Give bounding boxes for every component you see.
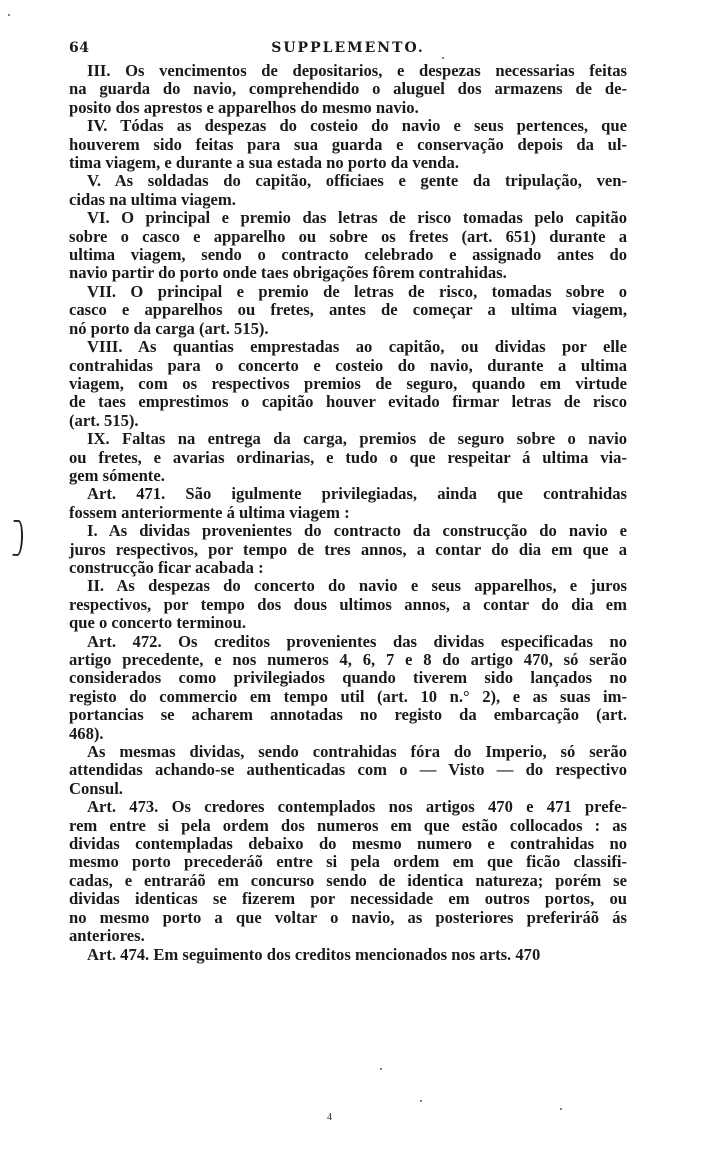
paragraph-art-471: [69, 485, 627, 522]
text-line: nó porto da carga (art. 515).: [69, 318, 269, 338]
running-head: [69, 40, 627, 62]
text-line: registo do commercio em tempo util (art. 10 n.° 2), e as suas im-: [69, 686, 627, 706]
signature-mark: 4: [327, 1112, 332, 1123]
text-line: viagem, com os respectivos premios de seguro, quando em virtude: [69, 373, 627, 393]
text-line: na guarda do navio, comprehendido o aluguel dos armazens de de-: [69, 79, 627, 99]
text-line: IV. Tódas as despezas do costeio do navio e seus pertences, que: [87, 116, 627, 136]
text-line: (art. 515).: [69, 410, 139, 430]
text-line: ultima viagem, sendo o contracto celebrado e assignado antes do: [69, 245, 627, 265]
paragraph-art-471-ii: [69, 577, 627, 632]
page-number: 64: [69, 40, 90, 56]
text-line: navio partir do porto onde taes obrigações fôrem contrahidas.: [69, 263, 507, 283]
text-line: cidas na ultima viagem.: [69, 189, 236, 209]
running-title: SUPPLEMENTO.: [271, 40, 425, 56]
text-line: posito dos aprestos e apparelhos do mesmo navio.: [69, 97, 419, 117]
text-line: houverem sido feitas para sua guarda e conservação depois da ul-: [69, 134, 627, 154]
text-line: dividas identicas se fizerem por necessidade em outros portos, ou: [69, 889, 627, 909]
book-page: [69, 40, 627, 964]
text-line: de taes emprestimos o capitão houver evitado firmar letras de risco: [69, 392, 627, 412]
text-line: portancias se acharem annotadas no registo da embarcação (art.: [69, 705, 627, 725]
text-line: Art. 474. Em seguimento dos creditos mencionados nos arts. 470: [87, 944, 541, 964]
text-line: 468).: [69, 723, 104, 743]
paragraph-item-viii: [69, 338, 627, 430]
scan-speck: [560, 1108, 562, 1110]
paragraph-art-471-i: [69, 522, 627, 577]
text-line: cadas, e entraráõ em concurso sendo de identica natureza; porém se: [69, 870, 627, 890]
text-line: As mesmas dividas, sendo contrahidas fóra do Imperio, só serão: [87, 742, 627, 762]
scan-speck: [380, 1068, 382, 1070]
text-line: no mesmo porto a que voltar o navio, as posteriores preferiráõ ás: [69, 907, 627, 927]
paragraph-item-v: [69, 172, 627, 209]
text-line: anteriores.: [69, 926, 145, 946]
text-line: gem sómente.: [69, 465, 165, 485]
text-line: Art. 471. São igulmente privilegiadas, ainda que contrahidas: [87, 484, 627, 504]
text-line: VI. O principal e premio das letras de risco tomadas pelo capitão: [87, 208, 627, 228]
text-line: VIII. As quantias emprestadas ao capitão, ou dividas por elle: [87, 337, 627, 357]
text-line: VII. O principal e premio de letras de risco, tomadas sobre o: [87, 281, 627, 301]
text-line: artigo precedente, e nos numeros 4, 6, 7 e 8 do artigo 470, só serão: [69, 650, 627, 669]
paragraph-item-iv: [69, 117, 627, 172]
paragraph-art-473: [69, 798, 627, 945]
text-line: rem entre si pela ordem dos numeros em que estão collocados : as: [69, 815, 627, 835]
text-line: III. Os vencimentos de depositarios, e despezas necessarias feitas: [87, 61, 627, 80]
text-line: que o concerto terminou.: [69, 613, 246, 633]
paragraph-art-474: [69, 946, 627, 964]
paragraph-item-vi: [69, 209, 627, 283]
text-line: Art. 472. Os creditos provenientes das dividas especificadas no: [87, 631, 627, 651]
body-text: [69, 62, 627, 964]
text-line: Art. 473. Os credores contemplados nos artigos 470 e 471 prefe-: [87, 797, 627, 817]
text-line: attendidas achando-se authenticadas com o — Visto — do respectivo: [69, 760, 627, 780]
scan-speck: [420, 1100, 422, 1102]
paragraph-item-iii: [69, 62, 627, 117]
text-line: fossem anteriormente á ultima viagem :: [69, 502, 350, 522]
text-line: V. As soldadas do capitão, officiaes e gente da tripulação, ven-: [87, 171, 627, 191]
margin-bracket-artifact: [12, 520, 23, 556]
paragraph-art-472: [69, 633, 627, 743]
text-line: II. As despezas do concerto do navio e seus apparelhos, e juros: [87, 576, 627, 596]
text-line: juros respectivos, por tempo de tres annos, a contar do dia em que a: [69, 539, 627, 559]
text-line: dividas contempladas debaixo do mesmo numero e contrahidas no: [69, 834, 627, 854]
text-line: I. As dividas provenientes do contracto da construcção do navio e: [87, 521, 627, 541]
paragraph-item-ix: [69, 430, 627, 485]
text-line: considerados como privilegiados quando tiverem sido lançados no: [69, 668, 627, 688]
text-line: Consul.: [69, 778, 123, 798]
text-line: ou fretes, e avarias ordinarias, e tudo o que respeitar á ultima via-: [69, 447, 627, 467]
text-line: contrahidas para o concerto e costeio do navio, durante a ultima: [69, 355, 627, 375]
text-line: IX. Faltas na entrega da carga, premios de seguro sobre o navio: [87, 429, 627, 449]
text-line: respectivos, por tempo dos dous ultimos annos, a contar do dia em: [69, 594, 627, 614]
text-line: tima viagem, e durante a sua estada no porto da venda.: [69, 153, 459, 173]
scan-speck: [8, 14, 10, 16]
text-line: casco e apparelhos ou fretes, antes de começar a ultima viagem,: [69, 300, 627, 320]
text-line: mesmo porto precederáõ entre si pela ordem em que ficão classifi-: [69, 852, 627, 872]
text-line: construcção ficar acabada :: [69, 557, 264, 577]
paragraph-item-vii: [69, 283, 627, 338]
text-line: sobre o casco e apparelho ou sobre os fretes (art. 651) durante a: [69, 226, 627, 246]
paragraph-art-472-cont: [69, 743, 627, 798]
